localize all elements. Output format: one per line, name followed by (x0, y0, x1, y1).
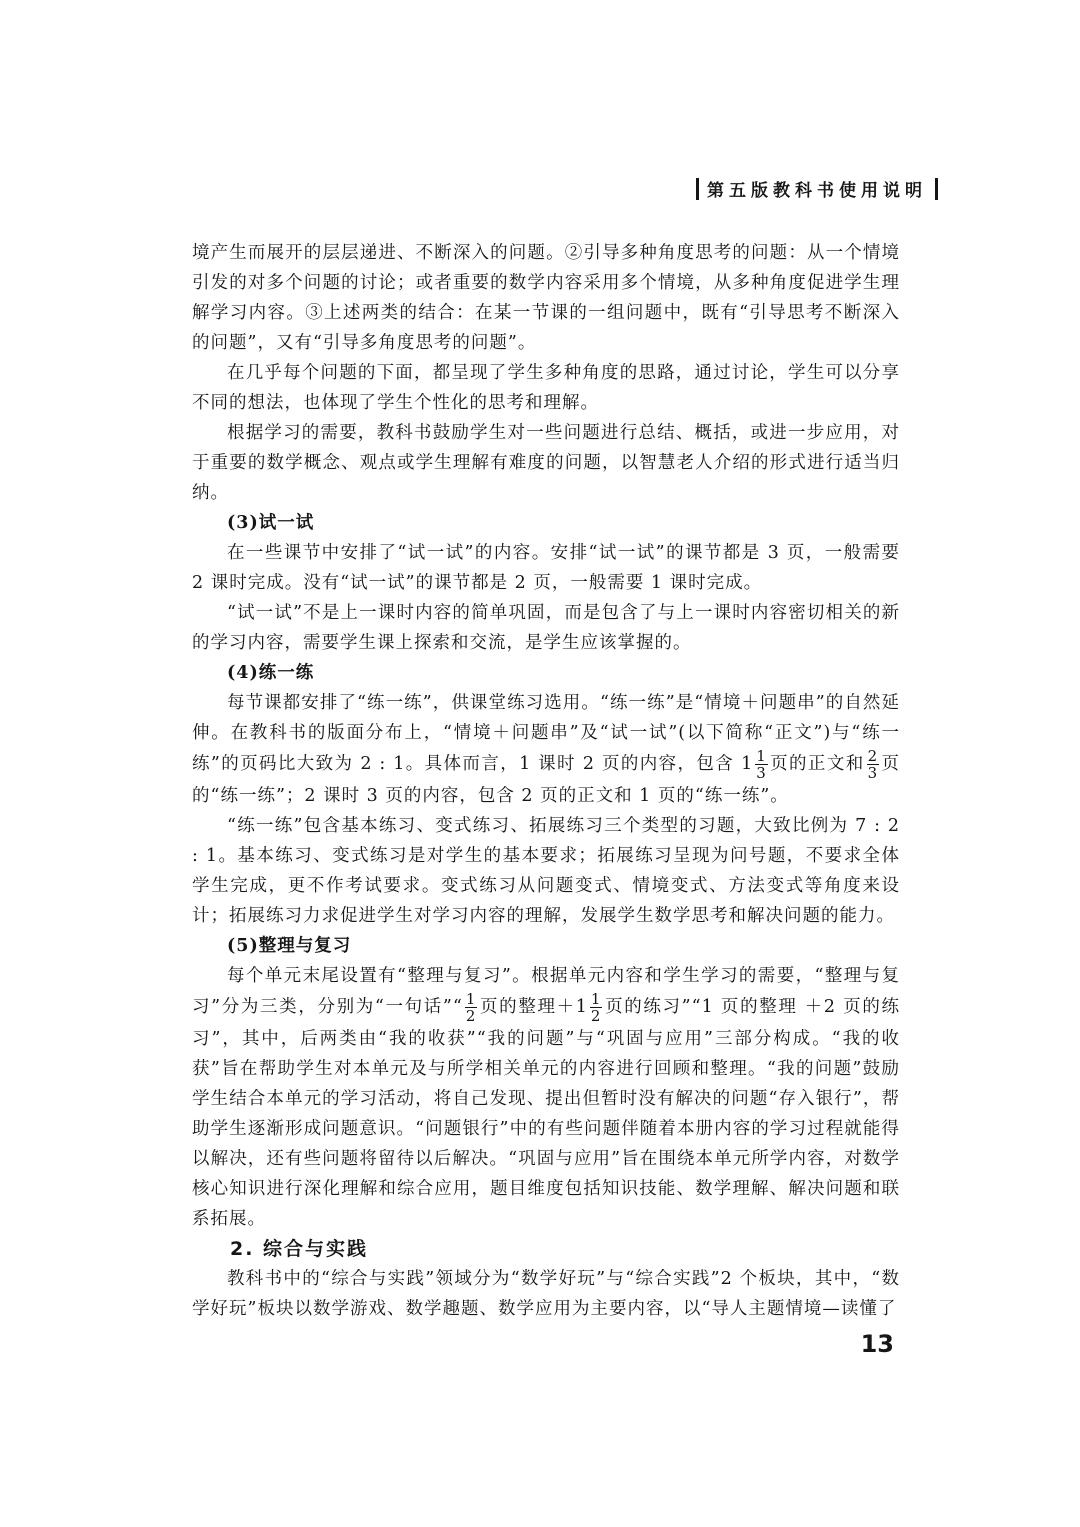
fraction (590, 991, 603, 1024)
text-run: 页的正文和 (769, 754, 865, 774)
header-title: 第五版教科书使用说明 (707, 181, 927, 201)
paragraph: 境产生而展开的层层递进、不断深入的问题。②引导多种角度思考的问题：从一个情境引发的对多个问题的讨论；或者重要的数学内容采用多个情境，从多种角度促进学生理解学习内容。③上述两类的结合：在某一节课的一组问题中，既有“引导思考不断深入的问题”，又有“引导多角度思考的问题”。 (192, 243, 900, 353)
fraction-numerator: 1 (756, 747, 767, 765)
running-header (688, 176, 946, 201)
fraction-denominator: 2 (590, 1007, 602, 1025)
fraction-denominator: 2 (465, 1007, 477, 1025)
paragraph: 根据学习的需要，教科书鼓励学生对一些问题进行总结、概括，或进一步应用，对于重要的数学概念、观点或学生理解有难度的问题，以智慧老人介绍的形式进行适当归纳。 (192, 423, 900, 503)
body-text (192, 238, 900, 1324)
text-run: 页的“练一练”；2 课时 3 页的内容，包含 2 页的正文和 1 页的“练一练”。 (192, 754, 901, 806)
fraction-denominator: 3 (756, 764, 767, 782)
subheading-try: (3)试一试 (227, 513, 315, 533)
paragraph: “练一练”包含基本练习、变式练习、拓展练习三个类型的习题，大致比例为 7 : 2 : 1。基本练习、变式练习是对学生的基本要求；拓展练习呈现为问号题，不要求全体学生完成，更不作考试要求。变式练习从问题变式、情境变式、方法变式等角度来设计；拓展练习力求促进学生对学习内容的理解，发展学生数学思考和解决问题的能力。 (192, 816, 900, 926)
fraction (755, 748, 768, 781)
text-run: 每节课都安排了“练一练”，供课堂练习选用。“练一练”是“情境＋问题串”的自然延伸。在教科书的版面分布上，“情境＋问题串”及“试一试”(以下简称“正文”)与“练一练”的页码比大致为 2 : 1。具体而言，1 课时 2 页的内容，包含 1 (192, 693, 900, 774)
fraction (867, 748, 880, 781)
fraction (465, 991, 478, 1024)
header-left-bar (696, 178, 699, 200)
paragraph: 教科书中的“综合与实践”领域分为“数学好玩”与“综合实践”2 个板块，其中，“数学好玩”板块以数学游戏、数学趣题、数学应用为主要内容，以“导人主题情境—读懂了 (192, 1269, 900, 1319)
paragraph: 在几乎每个问题的下面，都呈现了学生多种角度的思路，通过讨论，学生可以分享不同的想法，也体现了学生个性化的思考和理解。 (192, 363, 900, 413)
text-run: 每个单元末尾设置有“整理与复习”。根据单元内容和学生学习的需要，“整理与复习”分为三类，分别为“一句话”“ (192, 966, 900, 1017)
page-number: 13 (860, 1330, 894, 1358)
section-heading: 2. 综合与实践 (230, 1238, 369, 1260)
header-right-bar (935, 178, 938, 200)
fraction-numerator: 1 (590, 990, 602, 1008)
subheading-practice: (4)练一练 (227, 663, 315, 683)
text-run: 页的整理＋1 (479, 997, 588, 1017)
fraction-denominator: 3 (867, 764, 879, 782)
subheading-review: (5)整理与复习 (227, 936, 352, 956)
paragraph: “试一试”不是上一课时内容的简单巩固，而是包含了与上一课时内容密切相关的新的学习内容，需要学生课上探索和交流，是学生应该掌握的。 (192, 603, 900, 653)
fraction-numerator: 2 (867, 747, 879, 765)
fraction-numerator: 1 (465, 990, 477, 1008)
paragraph-with-fractions (192, 961, 900, 1234)
paragraph: 在一些课节中安排了“试一试”的内容。安排“试一试”的课节都是 3 页，一般需要 2 课时完成。没有“试一试”的课节都是 2 页，一般需要 1 课时完成。 (192, 543, 900, 593)
text-run: 页的练习”“1 页的整理 ＋2 页的练习”，其中，后两类由“我的收获”“我的问题”与“巩固与应用”三部分构成。“我的收获”旨在帮助学生对本单元及与所学相关单元的内容进行回顾和整理。“我的问题”鼓励学生结合本单元的学习活动，将自己发现、提出但暂时没有解决的问题“存入银行”，帮助学生逐渐形成问题意识。“问题银行”中的有些问题伴随着本册内容的学习过程就能得以解决，还有些问题将留待以后解决。“巩固与应用”旨在围绕本单元所学内容，对数学核心知识进行深化理解和综合应用，题目维度包括知识技能、数学理解、解决问题和联系拓展。 (192, 997, 900, 1229)
paragraph-with-fractions (192, 688, 900, 811)
